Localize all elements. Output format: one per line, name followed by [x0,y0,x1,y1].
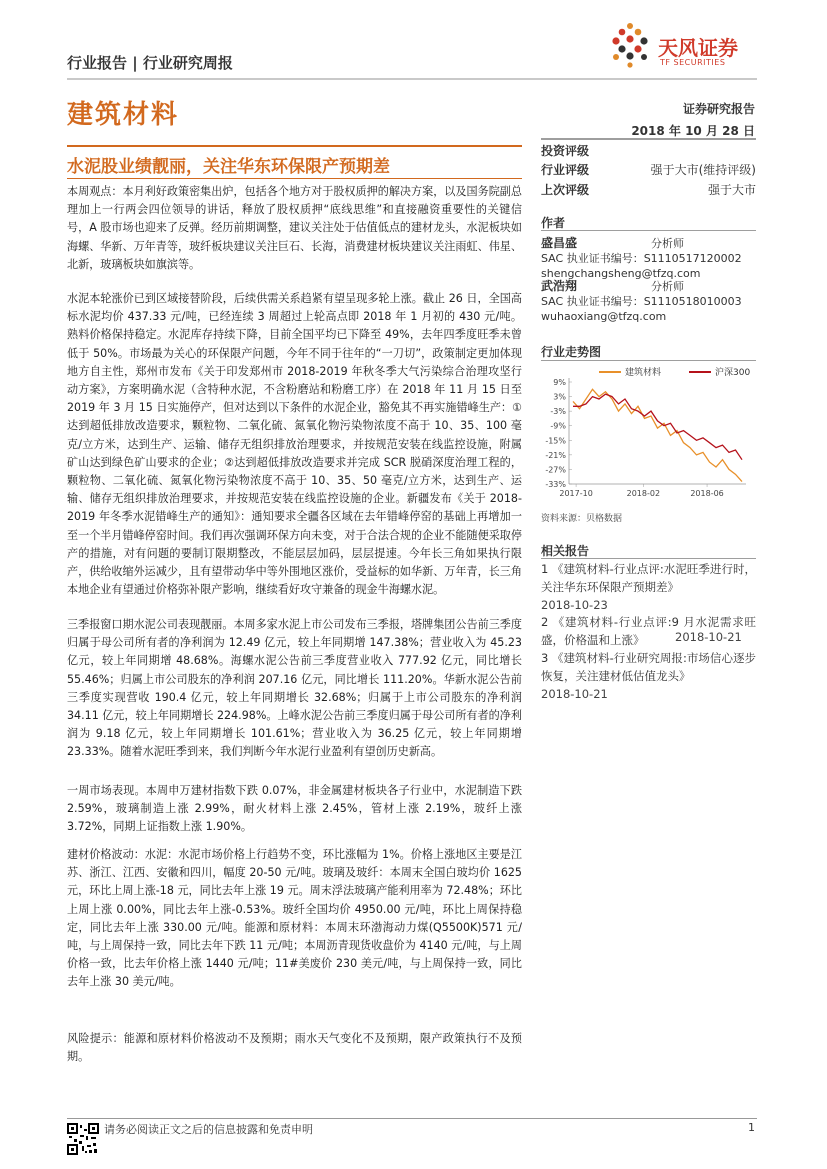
y-tick-label: -15% [545,436,566,446]
author-cert: SAC 执业证书编号：S1110517120002 [541,252,742,265]
author-role: 分析师 [651,280,684,293]
related-report-date: 2018-10-21 [675,630,742,644]
report-label: 证券研究报告 [682,102,755,116]
header-divider [67,78,757,80]
last-rating-value: 强于大市 [707,183,756,197]
industry-rating-value: 强于大市(维持评级) [650,163,756,177]
trend-section-title: 行业走势图 [541,345,602,359]
y-tick-label: -21% [545,450,566,460]
paragraph-risk-warning: 风险提示：能源和原材料价格波动不及预期；雨水天气变化不及预期，限产政策执行不及预期。 [67,1032,522,1064]
authors-section-title: 作者 [541,216,566,230]
industry-rating-row [541,160,756,180]
author-name: 武浩翔 [541,279,578,293]
report-date: 2018 年 10 月 28 日 [631,124,755,138]
trend-chart-svg [541,364,756,504]
industry-rating-label: 行业评级 [541,163,590,177]
logo-mark-icon [608,22,652,68]
y-tick-label: -27% [545,465,566,475]
sector-title: 建筑材料 [67,100,180,130]
x-tick-label: 2018-06 [690,489,724,498]
paragraph-price-changes: 建材价格波动：水泥：水泥市场价格上行趋势不变，环比涨幅为 1%。价格上涨地区主要是江苏、浙江、江西、安徽和四川，幅度 20-50 元/吨。玻璃及玻纤：本周末全国白玻均价 1625 元，环比上周上涨-18 元，同比去年上涨 19 元。周末浮法玻璃产能利用率为 72.48%；环比上周上涨 0.00%，同比去年上涨-0.53%。玻纤全国均价 4950.00 元/吨，环比上周保持稳定，同比去年上涨 330.00 元/吨。能源和原材料：本周末环渤海动力煤(Q5500K)571 元/吨，与上周保持一致，同比去年下跌 11 元/吨；本周沥青现货收盘价为 4140 元/吨，与上周价格一致，比去年价格上涨 1440 元/吨；11#美废价 230 美元/吨，与上周保持一致，同比去年上涨 30 美元/吨。 [67,848,522,989]
paragraph-market-performance: 一周市场表现。本周申万建材指数下跌 0.07%，非金属建材板块各子行业中，水泥制造下跌 2.59%，玻璃制造上涨 2.99%，耐火材料上涨 2.45%，管材上涨 2.19%，玻纤上涨 3.72%，同期上证指数上涨 1.90%。 [67,784,522,834]
headline-bottom-rule [67,178,522,179]
rating-section-title: 投资评级 [541,144,590,158]
related-report-date: 2018-10-23 [541,597,608,612]
footer-disclaimer: 请务必阅读正文之后的信息披露和免责申明 [104,1123,313,1136]
author-email[interactable]: wuhaoxiang@tfzq.com [541,310,667,323]
author-email[interactable]: shengchangsheng@tfzq.com [541,267,701,280]
trend-chart [541,364,756,504]
authors-rule [541,230,756,231]
paragraph-cement-price: 水泥本轮涨价已到区域接替阶段，后续供需关系趋紧有望呈现多轮上涨。截止 26 日，全国高标水泥均价 437.33 元/吨，已经连续 3 周超过上轮高点即 2018 年 1 月初的 430 元/吨。熟料价格保持稳定。水泥库存持续下降，目前全国平均已下降至 49%，去年四季度旺季未曾低于 50%。市场最为关心的环保限产问题，今年不同于往年的“一刀切”，政策制定更加体现地方自主性，郑州市发布《关于印发郑州市 2018-2019 年秋冬季大气污染综合治理攻坚行动方案》，方案明确水泥（含特种水泥，不含粉磨站和粉磨工序）在 2018 年 11 月 15 日至 2019 年 3 月 15 日实施停产，但对达到以下条件的水泥企业，豁免其不再实施错峰生产：①达到超低排放改造要求，颗粒物、二氧化硫、氮氧化物污染物浓度不高于 10、35、100 毫克/立方米，达到生产、运输、储存无组织排放治理要求，并按规范安装在线监控设施，附属矿山达到绿色矿山要求的企业；②达到超低排放改造要求并完成 SCR 脱硝深度治理工程的，颗粒物、二氧化硫、氮氧化物污染物浓度不高于 10、35、50 毫克/立方米，达到生产、运输、储存无组织排放治理要求，并按规范安装在线监控设施的企业。新疆发布《关于 2018-2019 年冬季水泥错峰生产的通知》：通知要求全疆各区域在去年错峰停窑的基础上再增加一至一个半月错峰停窑时间。我们再次强调环保方向未变，对于合法合规的企业不能随便采取停产的措施，对有问题的要制订限期整改，不能层层加码，层层提速。今年长三角如果执行限产，供给收缩外运减少，且有望带动华中等外围地区涨价，受益标的如华新、万年青，长三角本地企业有望通过价格弥补限产影响，继续看好攻守兼备的现金牛海螺水泥。 [67,292,522,597]
y-tick-label: 9% [553,378,566,387]
last-rating-label: 上次评级 [541,183,590,197]
author-name: 盛昌盛 [541,236,578,250]
y-tick-label: -33% [545,480,566,489]
y-tick-label: -9% [550,421,566,431]
author-cert: SAC 执业证书编号：S1110518010003 [541,295,742,308]
related-report-link[interactable]: 1 《建筑材料-行业点评:水泥旺季进行时，关注华东环保限产预期差》 [541,562,756,594]
legend-label: 沪深300 [715,368,751,378]
last-rating-row [541,180,756,200]
author-card [541,236,756,281]
qr-code-icon[interactable] [67,1123,99,1155]
author-role: 分析师 [651,237,684,250]
headline: 水泥股业绩靓丽，关注华东环保限产预期差 [67,157,390,177]
logo-text: 天风证券 [658,36,738,60]
y-tick-label: 3% [553,392,566,402]
page-number: 1 [748,1121,755,1134]
related-report-link[interactable]: 3 《建筑材料-行业研究周报:市场信心逐步恢复，关注建材低估值龙头》 [541,650,756,683]
related-rule [541,558,756,559]
trend-rule [541,360,756,361]
report-type: 行业报告 | 行业研究周报 [67,54,233,72]
y-tick-label: -3% [550,407,566,417]
footer-rule [67,1118,757,1119]
rating-top-rule [541,138,756,140]
logo-subtext: TF SECURITIES [660,58,726,67]
chart-source: 资料来源：贝格数据 [541,514,623,524]
x-tick-label: 2018-02 [626,489,661,498]
x-tick-label: 2017-10 [559,489,593,498]
paragraph-weekly-view: 本周观点：本月利好政策密集出炉，包括各个地方对于股权质押的解决方案，以及国务院副总理加上一行两会四位领导的讲话，释放了股权质押“底线思维”和直接融资重要性的关键信号，A 股市场也迎来了反弹。经历前期调整，建议关注处于估值低点的建材龙头，水泥板块如海螺、华新、万年青等，玻纤板块建议关注巨石、长海，消费建材板块建议关注雨虹、伟星、北新，玻璃板块如旗滨等。 [67,185,522,271]
related-report-date: 2018-10-21 [541,686,608,701]
headline-top-rule [67,145,522,147]
paragraph-q3-reports: 三季报窗口期水泥公司表现靓丽。本周多家水泥上市公司发布三季报，塔牌集团公告前三季度归属于母公司所有者的净利润为 12.49 亿元，较上年同期增 147.38%；营业收入为 45.23 亿元，较上年同期增 48.68%。海螺水泥公告前三季度营业收入 777.92 亿元，同比增长 55.46%；归属上市公司股东的净利润 207.16 亿元，同比增长 111.20%。华新水泥公告前三季度实现营收 190.4 亿元，较上年同期增长 32.68%；归属于上市公司股东的净利润 34.11 亿元，较上年同期增长 224.98%。上峰水泥公告前三季度归属于母公司所有者的净利润为 9.18 亿元，较上年同期增长 101.61%；营业收入为 36.25 亿元，较上年同期增 23.33%。随着水泥旺季到来，我们判断今年水泥行业盈利有望创历史新高。 [67,618,522,759]
related-section-title: 相关报告 [541,544,590,558]
series-line-1 [573,389,742,481]
rating-table [541,160,756,200]
company-logo [608,22,758,72]
related-report-link[interactable]: 2 《建筑材料-行业点评:9 月水泥需求旺盛，价格温和上涨》 [541,615,756,648]
author-card [541,279,756,324]
legend-label: 建筑材料 [625,368,662,378]
